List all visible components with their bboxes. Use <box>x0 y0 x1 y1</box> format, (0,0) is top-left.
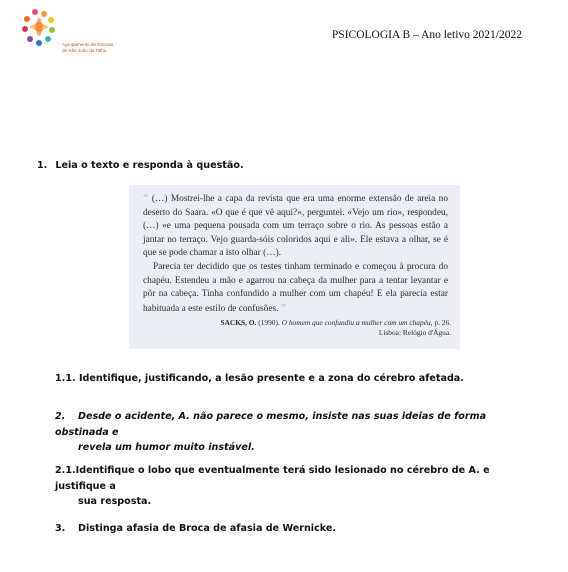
question-text: Identifique o lobo que eventualmente terá sido lesionado no cérebro de A. e justifique a <box>55 465 490 492</box>
question-number: 2.1. <box>55 465 76 476</box>
school-logo <box>22 8 132 56</box>
question-text-continued: revela um humor muito instável. <box>78 442 255 453</box>
source-author: SACKS, O. <box>220 318 257 327</box>
quote-paragraph-1 <box>143 192 448 261</box>
source-year: (1990). <box>256 318 282 327</box>
question-text: Leia o texto e responda à questão. <box>55 160 244 171</box>
question-text: Desde o acidente, A. não parece o mesmo, insiste nas suas ideias de forma obstinada e <box>55 411 487 438</box>
close-quote-icon: ” <box>280 301 287 314</box>
question-number: 1. <box>37 160 48 171</box>
question-number: 1.1. <box>55 373 76 384</box>
source-page: , p. 26. <box>430 318 451 327</box>
question-number: 3. <box>55 523 66 534</box>
question-2-1 <box>55 463 543 510</box>
quote-box <box>129 185 460 349</box>
school-name-line2: de São João da Talha <box>62 47 107 53</box>
school-name <box>62 42 113 53</box>
quote-paragraph-2 <box>143 261 448 316</box>
source-title: O homem que confundiu a mulher com um chapéu <box>281 318 431 327</box>
open-quote-icon: “ <box>143 192 149 204</box>
question-text: Distinga afasia de Broca de afasia de Wernicke. <box>78 523 337 534</box>
question-1 <box>37 158 244 174</box>
source-publisher: Lisboa: Relógio d'Água. <box>378 327 451 337</box>
question-number: 2. <box>55 411 66 422</box>
question-3 <box>55 521 336 537</box>
question-text: Identifique, justificando, a lesão presente e a zona do cérebro afetada. <box>78 373 464 384</box>
course-header: PSICOLOGIA B – Ano letivo 2021/2022 <box>331 29 522 41</box>
quote-text <box>143 192 448 316</box>
school-name-line1: Agrupamento de Escolas <box>62 42 114 47</box>
flower-logo-icon <box>22 8 62 48</box>
quote-paragraph-1-text: (…) Mostrei-lhe a capa da revista que era uma enorme extensão de areia no deserto do Saara. «O que é que vê aqui?», perguntei. «Vejo um rio», respondeu, (…) «e uma pequena pousada com um terraço sobre o rio. As pessoas estão a jantar no terraço. Vejo guarda-sóis coloridos aqui e ali». Ele estava a olhar, se é que se pode chamar a isto olhar (…). <box>143 194 448 259</box>
quote-source <box>220 318 451 337</box>
quote-paragraph-2-text: Parecia ter decidido que os testes tinham terminado e começou à procura do chapéu. Estendeu a mão e agarrou na cabeça da mulher para a tentar levantar e pôr na cabeça. Tinha confundido a mulher com um chapéu! E ela parecia estar habituada a este estilo de confusões. <box>143 261 448 314</box>
question-text-continued: sua resposta. <box>78 496 152 507</box>
question-2 <box>55 409 540 456</box>
question-1-1 <box>55 371 464 387</box>
